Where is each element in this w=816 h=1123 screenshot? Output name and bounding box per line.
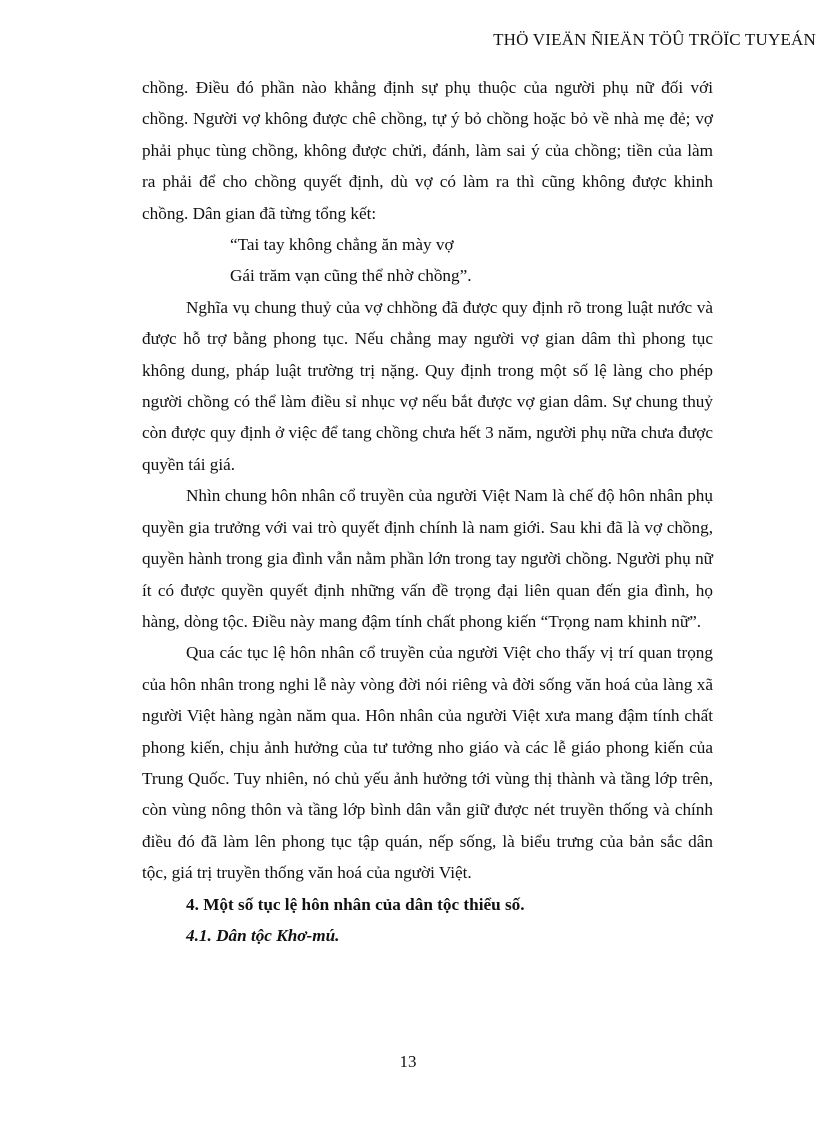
paragraph-2: Nghĩa vụ chung thuỷ của vợ chhồng đã được quy định rõ trong luật nước và được hỗ trợ bằng phong tục. Nếu chẳng may người vợ gian dâm thì phong tục không dung, pháp luật trường trị nặng. Quy định trong một số lệ làng cho phép người chồng có thể làm điều sỉ nhục vợ nếu bắt được vợ gian dâm. Sự chung thuỷ còn được quy định ở việc để tang chồng chưa hết 3 năm, người phụ nữa chưa được quyền tái giá. [142, 297, 713, 474]
quote-line-1: “Tai tay không chẳng ăn mày vợ [230, 235, 454, 255]
section-heading-4: 4. Một số tục lệ hôn nhân của dân tộc thiểu số. [186, 894, 525, 914]
quote-line-2: Gái trăm vạn cũng thể nhờ chồng”. [230, 266, 472, 286]
page-header: THÖ VIEÄN ÑIEÄN TÖÛ TRÖÏC TUYEÁN [493, 30, 816, 49]
page-number: 13 [399, 1052, 417, 1071]
paragraph-3: Nhìn chung hôn nhân cổ truyền của người Việt Nam là chế độ hôn nhân phụ quyền gia trưởng với vai trò quyết định chính là nam giới. Sau khi đã là vợ chồng, quyền hành trong gia đình vẫn nằm phần lớn trong tay người chồng. Người phụ nữ ít có được quyền quyết định những vấn đề trọng đại liên quan đến gia đình, họ hàng, dòng tộc. Điều này mang đậm tính chất phong kiến “Trọng nam khinh nữ”. [142, 486, 713, 631]
subsection-heading-4-1: 4.1. Dân tộc Khơ-mú. [186, 925, 340, 945]
document-body [142, 72, 713, 951]
paragraph-1: chồng. Điều đó phần nào khẳng định sự phụ thuộc của người phụ nữ đối với chồng. Người vợ không được chê chồng, tự ý bỏ chồng hoặc bỏ về nhà mẹ đẻ; vợ phải phục tùng chồng, không được chửi, đánh, làm sai ý của chồng; tiền của làm ra phải để cho chồng quyết định, dù vợ có làm ra thì cũng không được khinh chồng. Dân gian đã từng tổng kết: [142, 78, 713, 223]
paragraph-4: Qua các tục lệ hôn nhân cổ truyền của người Việt cho thấy vị trí quan trọng của hôn nhân trong nghi lễ này vòng đời nói riêng và đời sống văn hoá của làng xã người Việt hàng ngàn năm qua. Hôn nhân của người Việt xưa mang đậm tính chất phong kiến, chịu ảnh hưởng của tư tưởng nho giáo và các lễ giáo phong kiến của Trung Quốc. Tuy nhiên, nó chủ yếu ảnh hưởng tới vùng thị thành và tầng lớp trên, còn vùng nông thôn và tầng lớp bình dân vẫn giữ được nét truyền thống và chính điều đó đã làm lên phong tục tập quán, nếp sống, là biểu trưng của bản sắc dân tộc, giá trị truyền thống văn hoá của người Việt. [142, 643, 713, 883]
